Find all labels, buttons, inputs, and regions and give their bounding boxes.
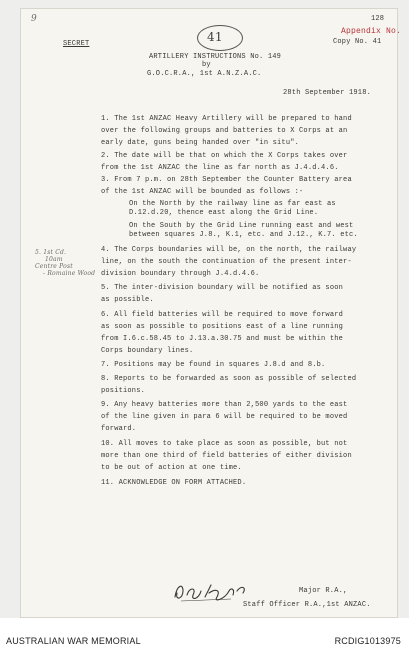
archive-reference: RCDIG1013975 (334, 636, 401, 646)
body-line: 3. From 7 p.m. on 28th September the Counter Battery area (101, 176, 352, 184)
document-issuer: G.O.C.R.A., 1st A.N.Z.A.C. (147, 70, 262, 78)
circled-number: 41 (207, 30, 223, 44)
body-line: as possible. (101, 296, 154, 304)
signatory-position: Staff Officer R.A.,1st ANZAC. (243, 601, 371, 609)
body-line: forward. (101, 425, 137, 433)
archive-footer (0, 618, 409, 654)
body-line: 6. All field batteries will be required to move forward (101, 311, 344, 319)
body-line: On the North by the railway line as far east as (129, 200, 336, 208)
body-line: as soon as possible to positions east of a line running (101, 323, 344, 331)
body-line: 8. Reports to be forwarded as soon as possible of selected (101, 375, 357, 383)
body-line: of the 1st ANZAC will be bounded as follows :- (101, 188, 304, 196)
appendix-stamp: Appendix No. (341, 27, 402, 36)
body-line: from the 1st ANZAC the line as far north as J.4.d.4.6. (101, 164, 339, 172)
body-line: to be out of action at one time. (101, 464, 242, 472)
body-line: more than one third of field batteries of either division (101, 452, 352, 460)
margin-note-line: 10am (45, 256, 63, 263)
body-line: over the following groups and batteries to X Corps at an (101, 127, 348, 135)
body-line: 10. All moves to take place as soon as possible, but not (101, 440, 348, 448)
handwritten-signature (171, 579, 253, 605)
body-line: from I.6.c.58.45 to J.13.a.30.75 and must be within the (101, 335, 344, 343)
body-line: 1. The 1st ANZAC Heavy Artillery will be prepared to hand (101, 115, 352, 123)
secret-label: SECRET (63, 40, 90, 48)
body-line: 7. Positions may be found in squares J.8.d and 8.b. (101, 361, 326, 369)
page-number: 128 (371, 15, 385, 23)
body-line: 11. ACKNOWLEDGE ON FORM ATTACHED. (101, 479, 247, 487)
body-line: early date, guns being handed over "in situ". (101, 139, 300, 147)
body-line: Corps boundary lines. (101, 347, 194, 355)
document-page (20, 8, 402, 618)
body-line: positions. (101, 387, 146, 395)
margin-note-line: 5. 1st Cd. (35, 249, 67, 256)
margin-note-line: Centre Post (35, 263, 73, 270)
signatory-rank: Major R.A., (299, 587, 348, 595)
body-line: 2. The date will be that on which the X Corps takes over (101, 152, 348, 160)
document-by: by (202, 61, 211, 69)
body-line: 4. The Corps boundaries will be, on the north, the railway (101, 246, 357, 254)
corner-annotation: 9 (31, 14, 37, 24)
body-line: 5. The inter-division boundary will be notified as soon (101, 284, 344, 292)
body-line: of the line given in para 6 will be required to be moved (101, 413, 348, 421)
copy-number: Copy No. 41 (333, 38, 382, 46)
document-title: ARTILLERY INSTRUCTIONS No. 149 (149, 53, 282, 61)
body-line: between squares J.8., K.1, etc. and J.12., K.7. etc. (129, 231, 358, 239)
archive-name: AUSTRALIAN WAR MEMORIAL (6, 636, 141, 646)
body-line: D.12.d.20, thence east along the Grid Line. (129, 209, 319, 217)
margin-note-line: - Romaine Wood (43, 270, 96, 277)
body-line: division boundary through J.4.d.4.6. (101, 270, 260, 278)
body-line: On the South by the Grid Line running east and west (129, 222, 354, 230)
body-line: 9. Any heavy batteries more than 2,500 yards to the east (101, 401, 348, 409)
body-line: line, on the south the continuation of the present inter- (101, 258, 352, 266)
document-date: 28th September 1918. (283, 89, 372, 97)
